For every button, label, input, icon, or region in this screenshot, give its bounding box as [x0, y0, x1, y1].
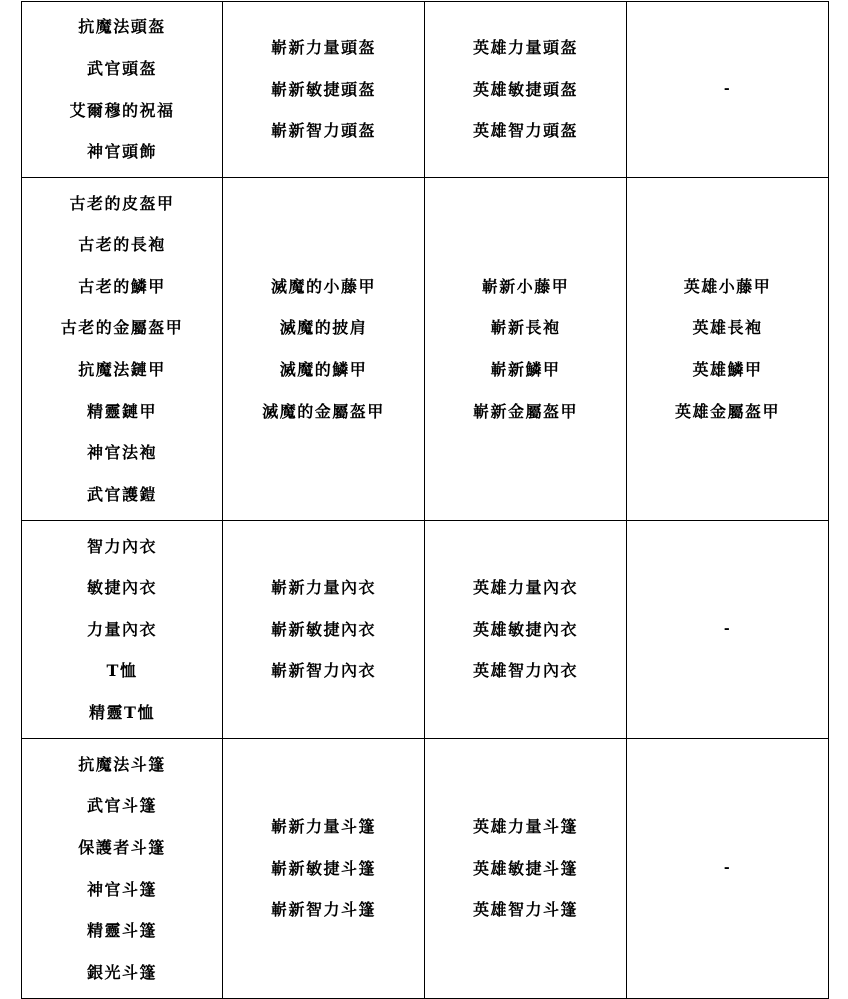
item-name: 嶄新力量內衣	[270, 578, 376, 598]
item-name: 滅魔的金屬盔甲	[262, 401, 385, 421]
item-name: 滅魔的鱗甲	[279, 360, 368, 379]
item-name: 英雄力量頭盔	[472, 38, 578, 58]
item-name: 嶄新長袍	[490, 318, 561, 338]
table-cell-tier3	[425, 178, 627, 521]
item-name: 神官斗篷	[86, 879, 157, 899]
item-list	[22, 744, 222, 994]
item-name: 英雄鱗甲	[692, 360, 763, 379]
equipment-upgrade-table	[21, 1, 829, 999]
item-name: 滅魔的披肩	[279, 318, 368, 338]
item-list	[425, 806, 626, 931]
item-name: 英雄智力頭盔	[472, 121, 578, 141]
item-name: 英雄智力斗篷	[472, 900, 578, 920]
item-list	[425, 567, 626, 692]
table-cell-tier4	[627, 521, 829, 739]
item-name: 抗魔法斗篷	[78, 754, 166, 774]
table-cell-tier3	[425, 2, 627, 178]
table-cell-tier3	[425, 521, 627, 739]
item-name: 神官法袍	[86, 443, 157, 463]
item-list	[627, 69, 828, 111]
item-name: 英雄力量內衣	[472, 578, 578, 598]
item-list	[223, 806, 424, 931]
item-name: 精靈斗篷	[86, 921, 157, 941]
table-cell-tier2	[223, 739, 425, 999]
table-cell-base	[22, 739, 223, 999]
item-name: 古老的皮盔甲	[69, 193, 175, 213]
item-list	[223, 27, 424, 152]
item-name: 英雄智力內衣	[472, 661, 578, 681]
item-list	[223, 567, 424, 692]
item-name: 英雄小藤甲	[683, 276, 772, 296]
item-name: 抗魔法頭盔	[78, 17, 166, 37]
item-name: 力量內衣	[86, 619, 157, 639]
item-list	[22, 526, 222, 734]
item-name: 古老的金屬盔甲	[60, 318, 184, 338]
item-name: 英雄敏捷內衣	[472, 619, 578, 639]
item-name: 英雄金屬盔甲	[674, 401, 780, 421]
item-name: 嶄新小藤甲	[481, 276, 570, 296]
table-cell-base	[22, 521, 223, 739]
item-name: 武官斗篷	[86, 796, 157, 816]
item-name: 智力內衣	[86, 536, 157, 556]
item-name: 精靈鏈甲	[86, 401, 157, 421]
item-name: 古老的長袍	[78, 235, 166, 255]
item-list	[627, 266, 828, 432]
table-body	[22, 2, 829, 999]
table-cell-base	[22, 178, 223, 521]
item-name: 嶄新敏捷內衣	[270, 619, 376, 639]
item-name: 保護者斗篷	[78, 837, 166, 857]
table-cell-tier4	[627, 2, 829, 178]
item-list	[627, 848, 828, 890]
item-name: 嶄新金屬盔甲	[472, 401, 578, 421]
item-name: 滅魔的小藤甲	[270, 276, 376, 296]
item-list	[22, 183, 222, 516]
item-name: 英雄長袍	[692, 318, 763, 338]
item-name: 英雄力量斗篷	[472, 817, 578, 837]
item-name: 嶄新敏捷斗篷	[270, 858, 376, 878]
table-cell-tier3	[425, 739, 627, 999]
item-name: 嶄新智力頭盔	[270, 121, 376, 141]
table-cell-tier2	[223, 2, 425, 178]
empty-marker: -	[723, 620, 732, 637]
item-list	[627, 609, 828, 651]
table-row	[22, 521, 829, 739]
item-name: 嶄新力量頭盔	[270, 38, 376, 58]
table-cell-tier2	[223, 178, 425, 521]
item-name: T恤	[106, 661, 138, 681]
item-name: 嶄新智力內衣	[270, 661, 376, 681]
item-name: 英雄敏捷頭盔	[472, 79, 578, 99]
item-list	[223, 266, 424, 432]
item-name: 精靈T恤	[89, 702, 155, 722]
item-name: 抗魔法鏈甲	[78, 360, 166, 379]
table-row	[22, 178, 829, 521]
item-name: 銀光斗篷	[86, 962, 157, 982]
item-name: 英雄敏捷斗篷	[472, 858, 578, 878]
item-name: 嶄新智力斗篷	[270, 900, 376, 920]
item-name: 艾爾穆的祝福	[69, 100, 175, 120]
table-cell-tier4	[627, 739, 829, 999]
item-name: 神官頭飾	[86, 142, 157, 162]
item-list	[22, 6, 222, 172]
table-row	[22, 2, 829, 178]
table-cell-base	[22, 2, 223, 178]
item-list	[425, 266, 626, 432]
item-name: 武官護鎧	[86, 484, 157, 504]
empty-marker: -	[723, 80, 732, 97]
table-cell-tier2	[223, 521, 425, 739]
item-list	[425, 27, 626, 152]
item-name: 嶄新敏捷頭盔	[270, 79, 376, 99]
item-name: 武官頭盔	[86, 58, 157, 78]
table-cell-tier4	[627, 178, 829, 521]
item-name: 敏捷內衣	[86, 578, 157, 598]
empty-marker: -	[723, 859, 732, 876]
item-name: 古老的鱗甲	[78, 276, 166, 296]
item-name: 嶄新力量斗篷	[270, 817, 376, 837]
table-row	[22, 739, 829, 999]
item-name: 嶄新鱗甲	[490, 360, 561, 379]
